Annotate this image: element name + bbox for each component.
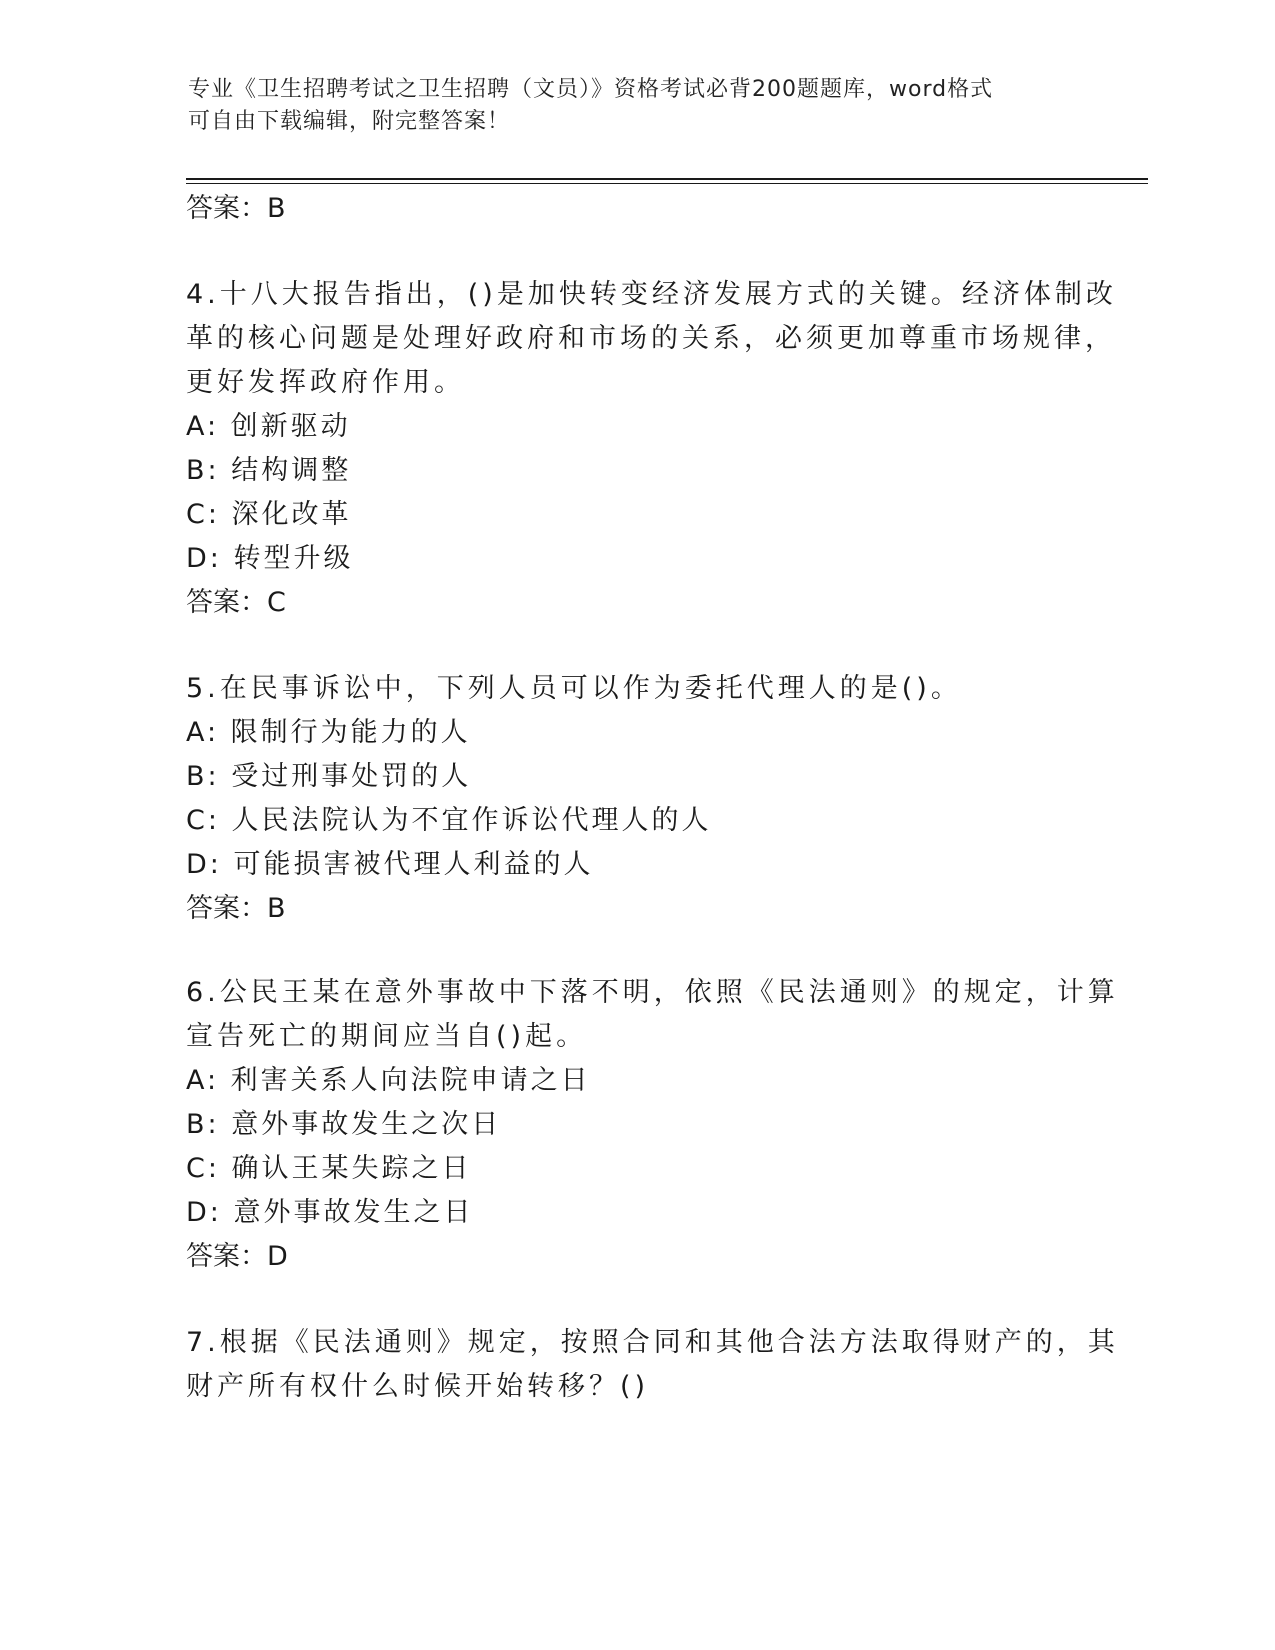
question-4-line-3: 更好发挥政府作用。: [186, 367, 465, 398]
question-5-option-c: C: 人民法院认为不宜作诉讼代理人的人: [186, 805, 712, 836]
question-6-line-1: 6.公民王某在意外事故中下落不明，依照《民法通则》的规定，计算: [186, 977, 1119, 1008]
question-5-option-b: B: 受过刑事处罚的人: [186, 761, 472, 792]
answer-6: 答案：D: [186, 1241, 288, 1272]
header-rule-thick: [186, 178, 1148, 180]
question-7-line-1: 7.根据《民法通则》规定，按照合同和其他合法方法取得财产的，其: [186, 1327, 1119, 1358]
question-4-line-2: 革的核心问题是处理好政府和市场的关系，必须更加尊重市场规律，: [186, 323, 1116, 354]
question-5-option-a: A: 限制行为能力的人: [186, 717, 471, 748]
answer-4: 答案：C: [186, 587, 286, 618]
header-line-1: 专业《卫生招聘考试之卫生招聘（文员）》资格考试必背200题题库，word格式: [188, 77, 994, 102]
question-5-option-d: D: 可能损害被代理人利益的人: [186, 849, 594, 880]
question-6-option-a: A: 利害关系人向法院申请之日: [186, 1065, 591, 1096]
question-6-line-2: 宣告死亡的期间应当自()起。: [186, 1021, 588, 1052]
answer-3: 答案：B: [186, 193, 286, 224]
document-header: [188, 74, 1068, 138]
question-4-line-1: 4.十八大报告指出，()是加快转变经济发展方式的关键。经济体制改: [186, 279, 1117, 310]
question-4-option-c: C: 深化改革: [186, 499, 352, 530]
question-4-option-b: B: 结构调整: [186, 455, 352, 486]
header-line-2: 可自由下载编辑，附完整答案！: [188, 109, 511, 134]
question-4-option-d: D: 转型升级: [186, 543, 354, 574]
question-4-option-a: A: 创新驱动: [186, 411, 351, 442]
answer-5: 答案：B: [186, 893, 286, 924]
question-5-line-1: 5.在民事诉讼中，下列人员可以作为委托代理人的是()。: [186, 673, 962, 704]
question-7-line-2: 财产所有权什么时候开始转移？(): [186, 1371, 650, 1402]
question-6-option-c: C: 确认王某失踪之日: [186, 1153, 472, 1184]
question-6-option-d: D: 意外事故发生之日: [186, 1197, 474, 1228]
header-rule-thin: [186, 183, 1148, 184]
question-6-option-b: B: 意外事故发生之次日: [186, 1109, 502, 1140]
